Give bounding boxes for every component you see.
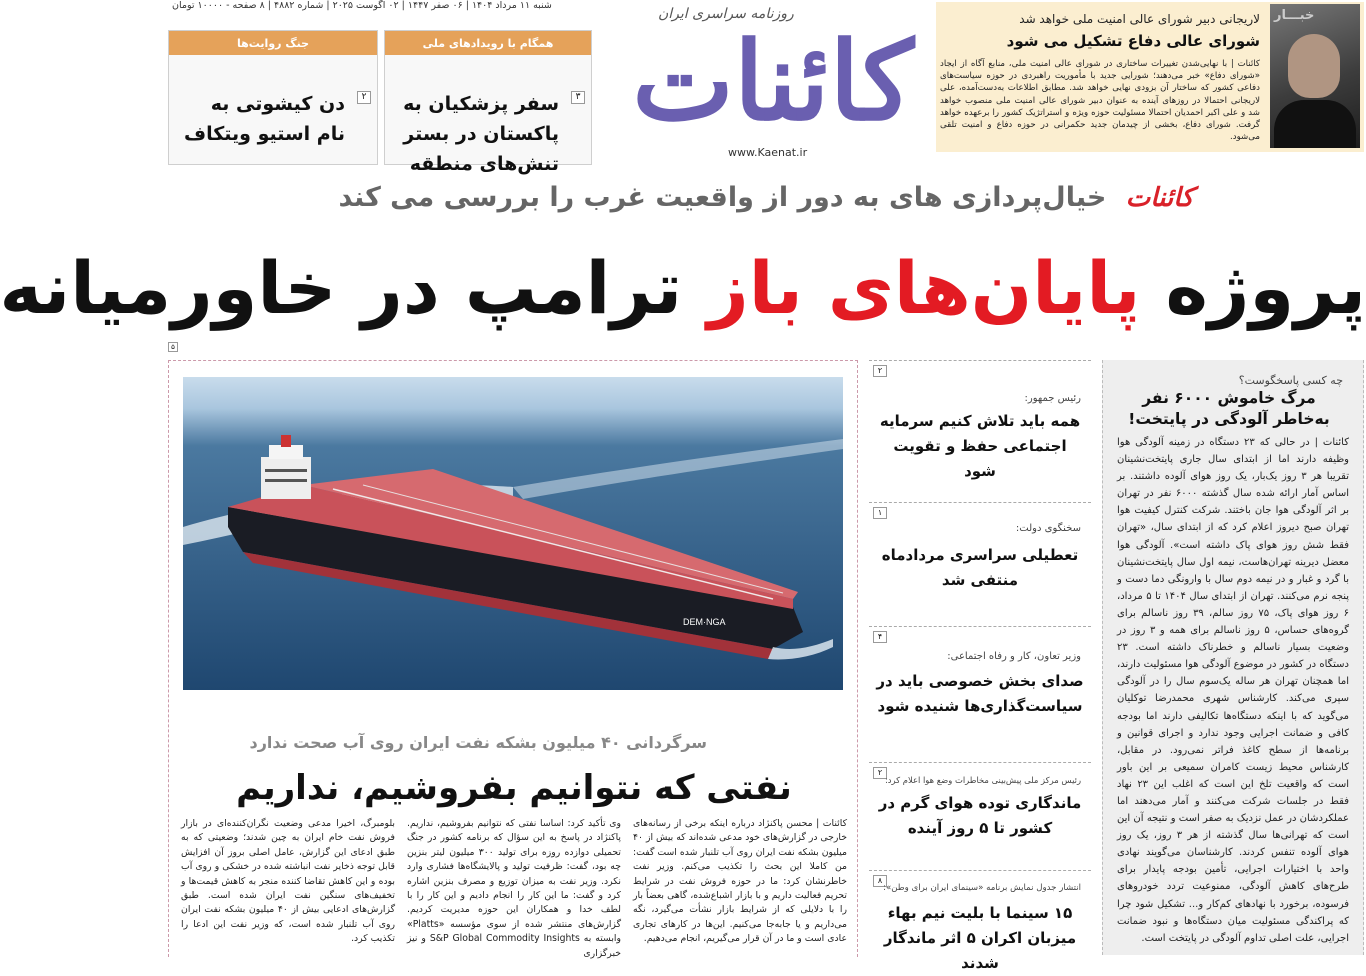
lead-story-headline[interactable]: نفتی که نتوانیم بفروشیم، نداریم	[236, 768, 792, 808]
masthead-logo	[598, 0, 958, 165]
top-box-kicker: جنگ روایت‌ها	[169, 31, 377, 55]
masthead-tagline: روزنامه سراسری ایران	[658, 6, 794, 22]
portrait-suit	[1274, 100, 1356, 148]
lead-story-column: بلومبرگ، اخیرا مدعی وضعیت نگران‌کننده‌ای در بازار فروش نفت خام ایران به چین شدند؛ وضعیتی که به طبق ادعای این گزارش، عامل اصلی بروز آن افزایش قابل توجه ذخایر نفت انباشته شده در خشکی و روی آب بوده و این کاهش تقاضا کننده منجر به کاهش قیمت‌ها و تخفیف‌های سنگین نفت ایران شده است. طبق گزارش‌های ادعایی بیش از ۴۰ میلیون بشکه نفت ایران روی آب تلنبار شده است، که وزیر نفت این ادعا را تکذیب کرد.	[181, 818, 395, 945]
right-story-headline[interactable]: مرگ خاموش ۶۰۰۰ نفر به‌خاطر آلودگی در پایتخت!	[1128, 389, 1330, 428]
middle-news-kicker: انتشار جدول نمایش برنامه «سینمای ایران برای وطن»:	[883, 883, 1081, 893]
main-headline-part1: پروژه	[1165, 246, 1366, 330]
ship-image	[183, 377, 843, 690]
portrait-face	[1288, 34, 1340, 98]
middle-news-headline[interactable]: صدای بخش خصوصی باید در سیاست‌گذاری‌ها شنیده شود	[876, 672, 1084, 715]
top-box-headline[interactable]: سفر پزشکیان به پاکستان در بستر تنش‌های منطقه	[403, 93, 559, 175]
masthead-website[interactable]: www.Kaenat.ir	[728, 146, 808, 159]
middle-news-item[interactable]	[869, 626, 1091, 760]
top-right-body: کائنات | با نهایی‌شدن تغییرات ساختاری در شورای عالی امنیت ملی، منابع آگاه از ایجاد «شورای دفاع» خبر می‌دهند؛ شورایی جدید با مأموریت راهبردی در حوزه سیاست‌های دفاعی کشور که ساختار آن بزودی نهایی خواهد شد. مطابق اطلاعات به‌دست‌آمده، علی لاریجانی احتمالا در روزهای آینده به عنوان دبیر شورای عالی امنیت ملی منصوب خواهد شد و علی اکبر احمدیان احتمالا مسئولیت حوزه ویژه و استراتژیک کشور را برعهده خواهد گرفت. شورای دفاع، بخشی از چیدمان جدید حکمرانی در حوزه دفاع و امنیت تلقی می‌شود.	[940, 59, 1260, 143]
page-number-badge: ۵	[168, 342, 178, 352]
page-ref-badge: ۲	[357, 91, 371, 104]
super-headline	[166, 182, 1366, 213]
tanker-illustration	[183, 377, 843, 690]
middle-news-kicker: رئیس مرکز ملی پیش‌بینی مخاطرات وضع هوا اعلام کرد:	[884, 775, 1081, 785]
masthead-name: کائنات	[632, 19, 914, 145]
page-ref-badge: ۱	[873, 507, 887, 519]
lead-story[interactable]	[168, 360, 858, 957]
lead-story-kicker: سرگردانی ۴۰ میلیون بشکه نفت ایران روی آب صحت ندارد	[249, 733, 707, 752]
main-headline[interactable]	[0, 240, 1366, 336]
right-story-kicker: چه کسی پاسخگوست؟	[1238, 374, 1343, 387]
middle-news-item[interactable]	[869, 360, 1091, 500]
lead-story-columns	[181, 817, 847, 958]
ship-name-text: DEM·NGA	[683, 617, 726, 627]
super-headline-brand: کائنات	[1125, 183, 1194, 213]
middle-news-item[interactable]	[869, 502, 1091, 626]
middle-column	[869, 360, 1091, 972]
middle-news-headline[interactable]: ۱۵ سینما با بلیت نیم بهاء میزبان اکران ۵ اثر ماندگار شدند	[883, 904, 1077, 972]
middle-news-headline[interactable]: ماندگاری توده هوای گرم در کشور تا ۵ روز آینده	[878, 794, 1082, 837]
page-ref-badge: ۸	[873, 875, 887, 887]
lead-story-column: کائنات | محسن پاکنژاد درباره اینکه برخی از رسانه‌های خارجی در گزارش‌های خود مدعی شده‌اند که بیش از ۴۰ میلیون بشکه نفت ایران روی آب تلنبار شده است گفت: من کاملا این بحث را تکذیب می‌کنم. وزیر نفت خاطرنشان کرد: ما در حوزه فروش نفت در شرایط تحریم فعالیت داریم و با بازار اشباع‌شده، گاهی بعضاً بار را با دلایلی که از شرایط بازار نشأت می‌گیرد، نگه می‌داریم و یا جابه‌جا می‌کنیم. این‌ها در کارهای تجاری عادی است و ما در آن قرار می‌گیریم، انجام می‌دهیم.	[633, 818, 847, 945]
main-headline-part3: ترامپ در خاورمیانه	[0, 246, 683, 330]
top-box-national[interactable]	[384, 30, 592, 175]
top-box-narrative[interactable]	[168, 30, 378, 165]
right-story-body: کائنات | در حالی که ۲۳ دستگاه در زمینه آلودگی هوا وظیفه دارند اما از ابتدای سال جاری پایتخت‌نشینان تقریبا هر ۳ روز یک‌بار، یک روز هوای آلوده داشتند. بر اساس آمار ارائه شده سال گذشته ۶۰۰۰ نفر در تهران بر اثر آلودگی هوا جان باختند. شرکت کنترل کیفیت هوا تهران صبح دیروز اعلام کرد که از ابتدای سال، «تهران فقط شش روز هوای پاک داشته است». آلودگی هوا معضل دیرینه تهران‌هاست، نیمه اول سال پایتخت‌نشینان با گرد و غبار و در نیمه دوم سال با وارونگی دما دست و پنجه نرم می‌کنند. تهران از ابتدای سال ۱۴۰۴ تا ۵ مرداد، ۶ روز هوای پاک، ۷۵ روز سالم، ۳۹ روز ناسالم برای گروه‌های حساس، ۵ روز ناسالم برای همه و ۳ روز در وضعیت بسیار ناسالم و خطرناک داشته است. ۲۳ دستگاه در کشور در موضوع آلودگی هوا مسئولیت دارند، اما همچنان تهران هر ساله یک‌سوم سال را در آلودگی سپری می‌کند. کارشناس شهری محمدرضا توکلیان می‌گوید که با اینکه دستگاه‌ها تکالیفی دارند اما بودجه کافی و ضمانت اجرایی وجود ندارد و اجرای قوانین و برنامه‌ها از سطح کاغذ فراتر نمی‌رود. در مقابل، کارشناس محیط زیست کامران سمیعی بر این باور است که واقعیت تلخ این است که اغلب این ۲۳ نهاد فقط در جلسات شرکت می‌کنند و آمار می‌دهند اما عملکردشان در عمل نزدیک به صفر است و نتیجه آن این است که تهرانی‌ها سال گذشته از هر ۳ روز، یک روز هوای آلوده تنفس کردند. کارشناسان می‌گویند نهادی واحد با اختیارات اجرایی، تأمین بودجه پایدار برای طرح‌های کاهش آلودگی، ممنوعیت تردد خودروهای فرسوده، برخورد با نهادهای کم‌کار و... تشکیل شود چرا که پراکندگی مسئولیت میان دستگاه‌ها و نبود ضمانت اجرایی، علت اصلی تداوم آلودگی در پایتخت است.	[1117, 437, 1350, 944]
middle-news-item[interactable]	[869, 762, 1091, 870]
middle-news-kicker: سخنگوی دولت:	[1015, 523, 1081, 534]
issue-info-line: شنبه ۱۱ مرداد ۱۴۰۴ | ۰۶ صفر ۱۴۴۷ | ۰۲ آگوست ۲۰۲۵ | شماره ۴۸۸۲ | ۸ صفحه - ۱۰۰۰۰ تومان	[172, 0, 552, 11]
top-right-news-box[interactable]	[936, 2, 1364, 152]
page-ref-badge: ۲	[873, 767, 887, 779]
middle-news-kicker: رئیس جمهور:	[1024, 393, 1081, 404]
photo-tag: خبـــار	[1274, 8, 1315, 23]
top-right-headline[interactable]: شورای عالی دفاع تشکیل می شود	[1006, 32, 1260, 50]
middle-news-kicker: وزیر تعاون، کار و رفاه اجتماعی:	[947, 651, 1081, 662]
middle-news-item[interactable]	[869, 870, 1091, 972]
super-headline-text: خیال‌پردازی های به دور از واقعیت غرب را بررسی می کند	[338, 182, 1107, 213]
page-ref-badge: ۴	[873, 631, 887, 643]
portrait-photo	[1270, 4, 1360, 148]
page-ref-badge: ۳	[571, 91, 585, 104]
main-headline-part2: پایان‌های باز	[707, 246, 1141, 330]
top-box-headline[interactable]: دن کیشوتی به نام استیو ویتکاف	[184, 93, 345, 145]
top-box-kicker: همگام با رویدادهای ملی	[385, 31, 591, 55]
lead-story-column: وی تأکید کرد: اساسا نفتی که نتوانیم بفروشیم، نداریم. پاکنژاد در پاسخ به این سؤال که برنامه کشور در جنگ تحمیلی دوازده روزه برای تولید ۳۰۰ میلیون لیتر بنزین چه بود، گفت: ظرفیت تولید و پالایشگاه‌ها فشاری وارد نکرد. وزیر نفت به میزان توزیع و مصرف بنزین اشاره کرد و گفت: ما این کار را انجام دادیم و این کار را با لطف خدا و همکاران این حوزه مدیریت کردیم. گزارش‌های منتشر شده از سوی مؤسسه «Platts» وابسته به S&P Global Commodity Insights و نیز خبرگزاری	[407, 818, 621, 959]
middle-news-headline[interactable]: همه باید تلاش کنیم سرمایه اجتماعی حفظ و تقویت شود	[879, 412, 1081, 480]
right-column-story[interactable]	[1102, 360, 1364, 955]
page-ref-badge: ۲	[873, 365, 887, 377]
middle-news-headline[interactable]: تعطیلی سراسری مردادماه منتفی شد	[881, 546, 1079, 589]
top-right-kicker: لاریجانی دبیر شورای عالی امنیت ملی خواهد شد	[1019, 12, 1260, 26]
